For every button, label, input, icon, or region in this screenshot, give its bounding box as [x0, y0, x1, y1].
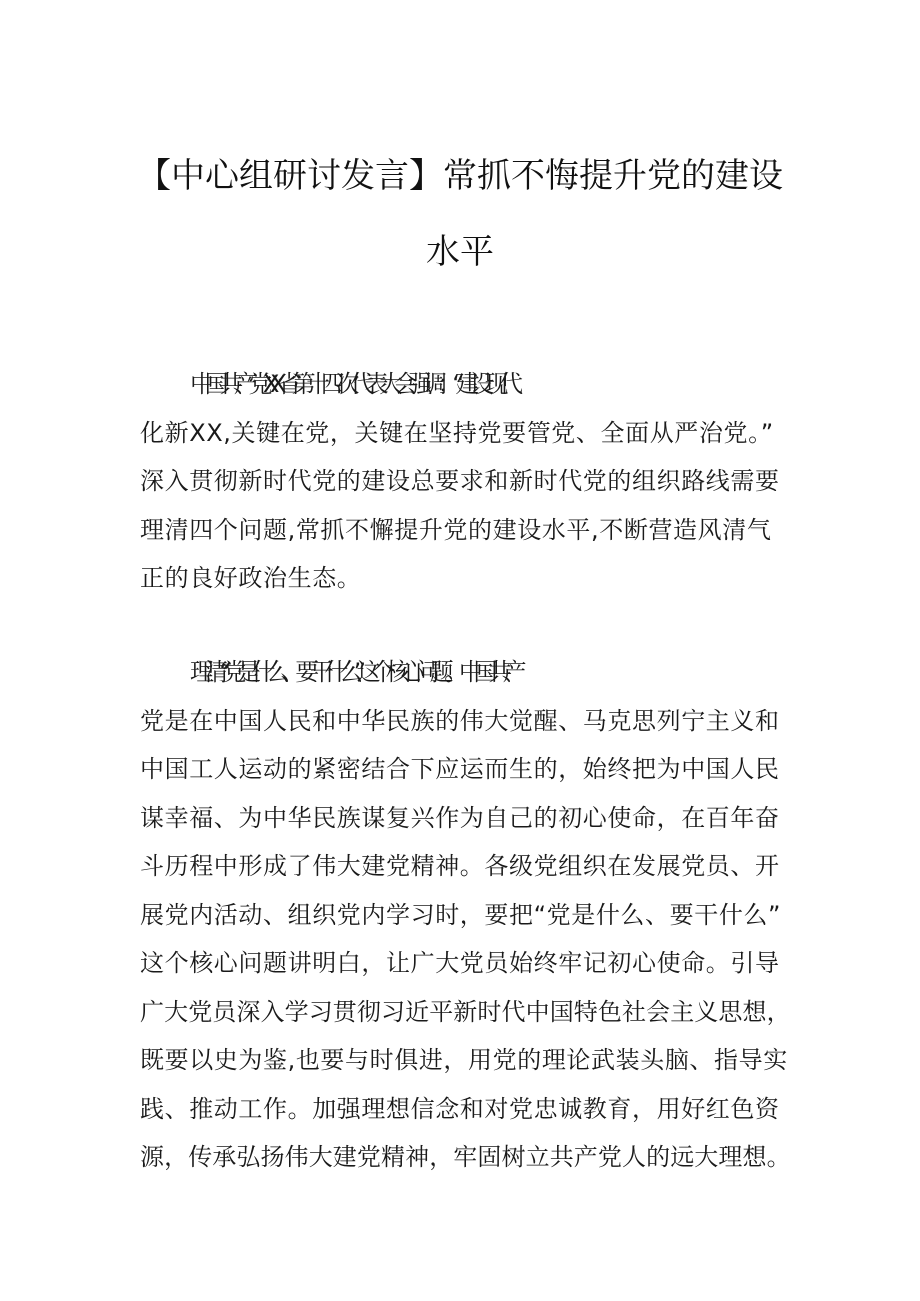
document-title-line-1: 【中心组研讨发言】常抓不悔提升党的建设: [137, 156, 783, 196]
document-title-line-2: 水平: [426, 232, 494, 272]
paragraph-line: 斗历程中形成了伟大建党精神。各级党组织在发展党员、开: [140, 852, 780, 880]
paragraph-line: 理清四个问题,常抓不懈提升党的建设水平,不断营造风清气: [140, 515, 772, 544]
paragraph-line: 中国工人运动的紧密结合下应运而生的，始终把为中国人民: [140, 755, 780, 783]
paragraph-line: 化新XX,关键在党，关键在坚持党要管党、全面从严治党。”: [140, 418, 774, 447]
paragraph-line: 正的良好政治生态。: [140, 564, 362, 592]
paragraph-line: 理清“党是什么、要干什么”这个核心问题。中国共产: [190, 658, 518, 686]
paragraph-line: 谋幸福、为中华民族谋复兴作为自己的初心使命，在百年奋: [140, 803, 780, 832]
paragraph-line: 党是在中国人民和中华民族的伟大觉醒、马克思列宁主义和: [140, 706, 780, 735]
paragraph-line: 践、推动工作。加强理想信念和对党忠诚教育，用好红色资: [140, 1094, 780, 1123]
paragraph-line: 既要以史为鉴,也要与时俱进，用党的理论武装头脑、指导实: [140, 1046, 788, 1074]
paragraph-line: 源，传承弘扬伟大建党精神，牢固树立共产党人的远大理想。: [140, 1143, 791, 1171]
paragraph-1: [140, 360, 795, 603]
paragraph-line: 展党内活动、组织党内学习时，要把“党是什么、要干什么”: [140, 900, 782, 929]
paragraph-line: 深入贯彻新时代党的建设总要求和新时代党的组织路线需要: [140, 467, 780, 495]
paragraph-line: 这个核心问题讲明白，让广大党员始终牢记初心使命。引导: [140, 949, 780, 977]
paragraph-line: 广大党员深入学习贯彻习近平新时代中国特色社会主义思想，: [140, 997, 791, 1026]
paragraph-line: 中国共产党XX省第十四次代表大会强调：“建设现代: [190, 370, 514, 398]
paragraph-2: [140, 648, 795, 1182]
